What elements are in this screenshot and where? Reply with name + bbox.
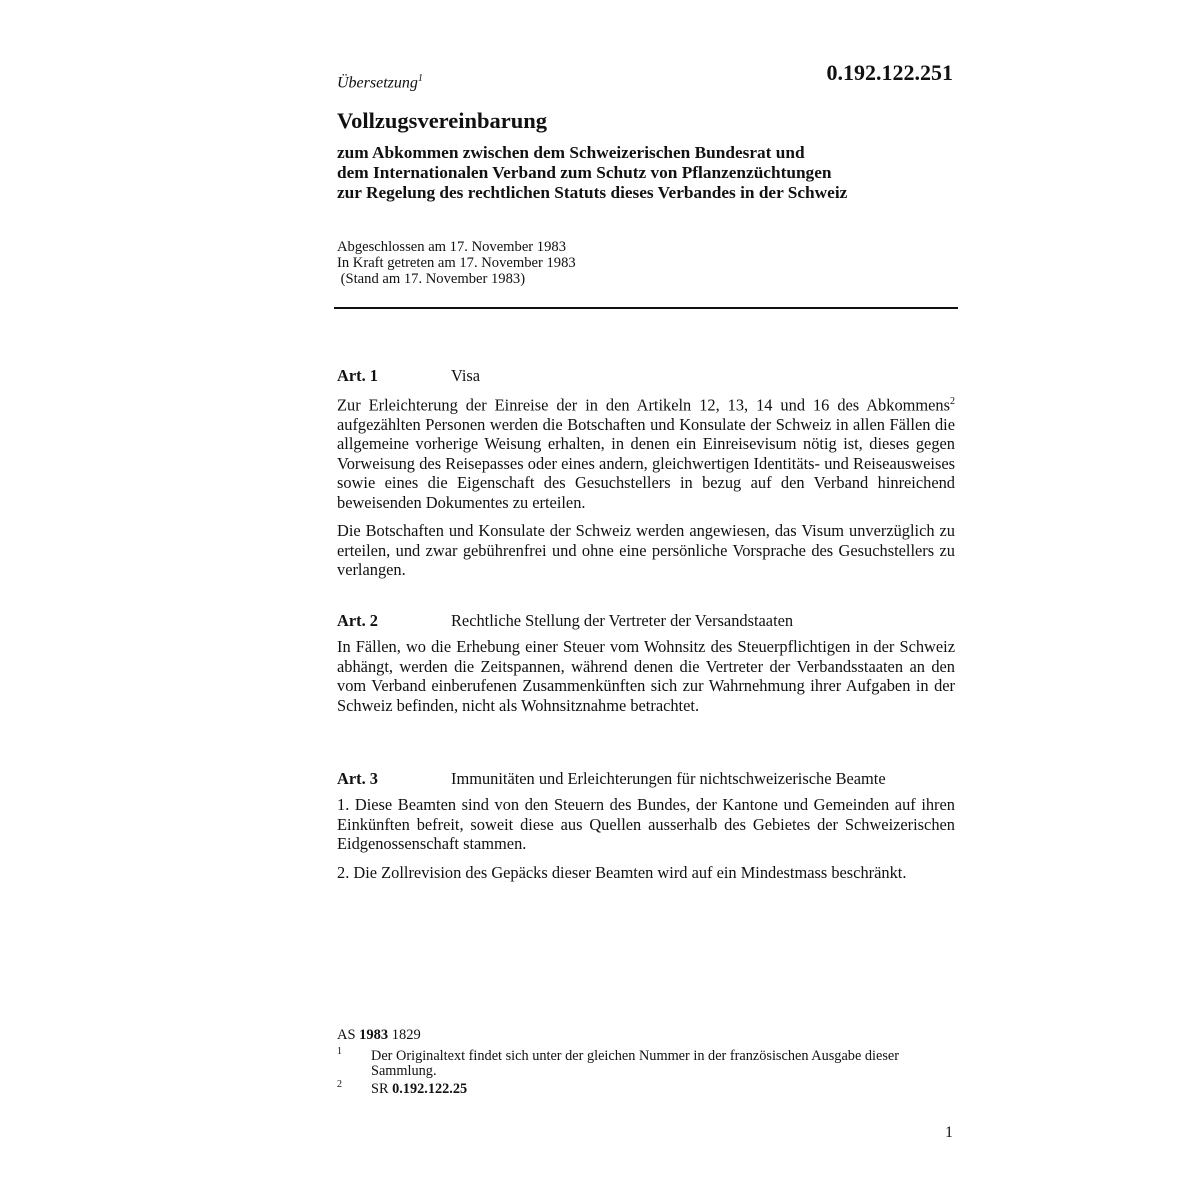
article-2 <box>337 611 955 715</box>
subtitle-line: zur Regelung des rechtlichen Statuts dieses Verbandes in der Schweiz <box>337 183 848 202</box>
footnote-ref-2[interactable]: 2 <box>950 396 955 407</box>
page-number: 1 <box>945 1124 953 1141</box>
footnote-2 <box>337 1079 947 1097</box>
subtitle-line: dem Internationalen Verband zum Schutz von Pflanzenzüchtungen <box>337 163 832 182</box>
article-heading <box>337 611 955 633</box>
document-subtitle <box>337 143 847 203</box>
article-paragraph: Zur Erleichterung der Einreise der in den Artikeln 12, 13, 14 und 16 des Abkommens$^2$ aufgezählten Personen werden die Botschaften und Konsulate der Schweiz in allen Fällen die allgemeine vorherige Weisung erhalten, in denen ein Einreisevisum nötig ist, dieses gegen Vorweisung des Reisepasses oder eines andern, gleichwertigen Identitäts- und Reiseausweises sowie eines die Eigenschaft des Gesuchstellers in bezug auf den Verband hinreichend beweisenden Dokumentes zu erteilen. <box>337 395 955 512</box>
footnote-mark: 1 <box>337 1046 342 1057</box>
translation-label: Übersetzung$^1$ <box>337 73 423 92</box>
document-dates <box>337 239 576 287</box>
article-paragraph: Die Botschaften und Konsulate der Schweiz werden angewiesen, das Visum unverzüglich zu erteilen, und zwar gebührenfrei und ohne eine persönliche Vorsprache des Gesuchstellers zu verlangen. <box>337 521 955 580</box>
article-paragraph: 1. Diese Beamten sind von den Steuern des Bundes, der Kantone und Gemeinden auf ihren Einkünften befreit, soweit diese aus Quellen ausserhalb des Gebietes der Schweizerischen Eidgenossenschaft stammen. <box>337 795 955 853</box>
footnote-ref-1[interactable]: 1 <box>417 73 423 84</box>
article-number: Art. 1 <box>337 366 378 385</box>
article-paragraph: In Fällen, wo die Erhebung einer Steuer vom Wohnsitz des Steuerpflichtigen in der Schweiz abhängt, werden die Zeitspannen, während denen die Vertreter der Verbandsstaaten an den vom Verband einberufenen Zusammenkünften sich zur Wahrnehmung ihrer Aufgaben in der Schweiz befinden, nicht als Wohnsitznahme betrachtet. <box>337 637 955 715</box>
article-number: Art. 2 <box>337 611 378 630</box>
footnote-1 <box>337 1046 947 1079</box>
in-force-date: In Kraft getreten am 17. November 1983 <box>337 255 576 271</box>
sr-link[interactable]: 0.192.122.25 <box>392 1081 468 1097</box>
article-title: Immunitäten und Erleichterungen für nichtschweizerische Beamte <box>451 769 886 788</box>
concluded-date: Abgeschlossen am 17. November 1983 <box>337 239 566 255</box>
article-title: Visa <box>451 366 481 385</box>
subtitle-line: zum Abkommen zwischen dem Schweizerischen Bundesrat und <box>337 143 805 162</box>
footnote-text: Der Originaltext findet sich unter der gleichen Nummer in der französischen Ausgabe dieser Sammlung. <box>371 1048 900 1079</box>
document-page <box>337 0 957 1200</box>
article-number: Art. 3 <box>337 769 378 788</box>
article-3 <box>337 769 955 882</box>
article-title: Rechtliche Stellung der Vertreter der Versandstaaten <box>451 611 794 630</box>
article-heading <box>337 769 955 791</box>
status-date: (Stand am 17. November 1983) <box>337 271 526 287</box>
sr-number: 0.192.122.251 <box>826 60 953 85</box>
article-heading <box>337 366 955 388</box>
document-title: Vollzugsvereinbarung <box>337 108 548 133</box>
article-1 <box>337 366 955 580</box>
footnote-text: SR 0.192.122.25 <box>371 1081 468 1097</box>
footnote-mark: 2 <box>337 1079 342 1090</box>
official-collection-ref: AS 1983 1829 <box>337 1027 421 1043</box>
article-paragraph: 2. Die Zollrevision des Gepäcks dieser Beamten wird auf ein Mindestmass beschränkt. <box>337 862 907 882</box>
header-divider <box>334 307 958 309</box>
